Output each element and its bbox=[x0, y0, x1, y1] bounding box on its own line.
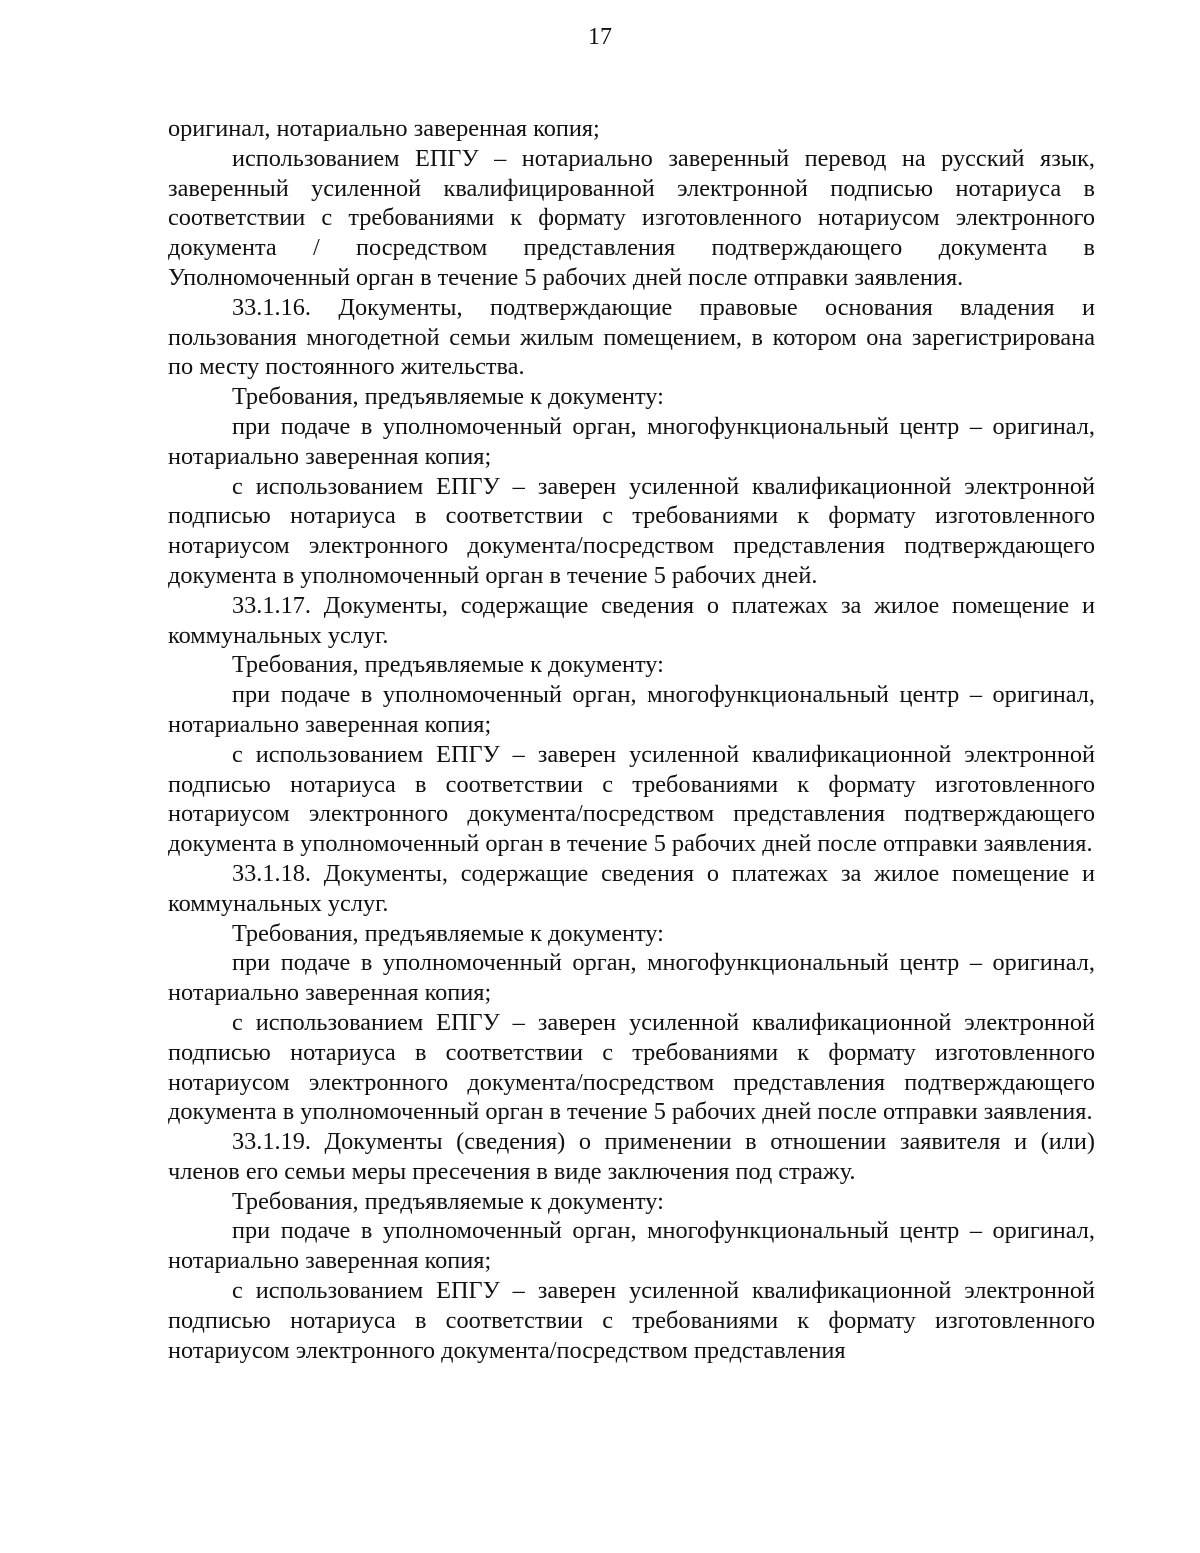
paragraph: при подаче в уполномоченный орган, многофункциональный центр – оригинал, нотариально заверенная копия; bbox=[168, 412, 1095, 470]
paragraph: оригинал, нотариально заверенная копия; bbox=[168, 115, 600, 142]
paragraph: при подаче в уполномоченный орган, многофункциональный центр – оригинал, нотариально заверенная копия; bbox=[168, 681, 1095, 738]
paragraph: с использованием ЕПГУ – заверен усиленной квалификационной электронной подписью нотариуса в соответствии с требованиями к формату изготовленного нотариусом электронного документа/посредством представления bbox=[168, 1277, 1095, 1364]
document-body bbox=[168, 114, 1095, 1365]
paragraph: 33.1.19. Документы (сведения) о применении в отношении заявителя и (или) членов его семьи меры пресечения в виде заключения под стражу. bbox=[168, 1128, 1095, 1185]
page-number: 17 bbox=[588, 24, 612, 50]
paragraph: с использованием ЕПГУ – заверен усиленной квалификационной электронной подписью нотариуса в соответствии с требованиями к формату изготовленного нотариусом электронного документа/посредством представления подтверждающего документа в уполномоченный орган в течение 5 рабочих дней после отправки заявления. bbox=[168, 740, 1095, 858]
paragraph: 33.1.16. Документы, подтверждающие правовые основания владения и пользования многодетной семьи жилым помещением, в котором она зарегистрирована по месту постоянного жительства. bbox=[168, 293, 1095, 381]
paragraph: Требования, предъявляемые к документу: bbox=[232, 651, 664, 679]
paragraph: с использованием ЕПГУ – заверен усиленной квалификационной электронной подписью нотариуса в соответствии с требованиями к формату изготовленного нотариусом электронного документа/посредством представления подтверждающего документа в уполномоченный орган в течение 5 рабочих дней. bbox=[168, 472, 1095, 589]
paragraph: Требования, предъявляемые к документу: bbox=[232, 383, 664, 411]
paragraph: 33.1.18. Документы, содержащие сведения о платежах за жилое помещение и коммунальных услуг. bbox=[168, 859, 1095, 917]
paragraph: Требования, предъявляемые к документу: bbox=[232, 919, 664, 947]
paragraph: использованием ЕПГУ – нотариально заверенный перевод на русский язык, заверенный усиленной квалифицированной электронной подписью нотариуса в соответствии с требованиями к формату изготовленного нотариусом электронного документа / посредством представления подтверждающего документа в Уполномоченный орган в течение 5 рабочих дней после отправки заявления. bbox=[168, 144, 1095, 291]
paragraph: Требования, предъявляемые к документу: bbox=[232, 1187, 664, 1215]
paragraph: при подаче в уполномоченный орган, многофункциональный центр – оригинал, нотариально заверенная копия; bbox=[168, 949, 1095, 1007]
paragraph: 33.1.17. Документы, содержащие сведения о платежах за жилое помещение и коммунальных услуг. bbox=[168, 591, 1095, 649]
paragraph: при подаче в уполномоченный орган, многофункциональный центр – оригинал, нотариально заверенная копия; bbox=[168, 1217, 1095, 1275]
paragraph: с использованием ЕПГУ – заверен усиленной квалификационной электронной подписью нотариуса в соответствии с требованиями к формату изготовленного нотариусом электронного документа/посредством представления подтверждающего документа в уполномоченный орган в течение 5 рабочих дней после отправки заявления. bbox=[168, 1008, 1095, 1126]
